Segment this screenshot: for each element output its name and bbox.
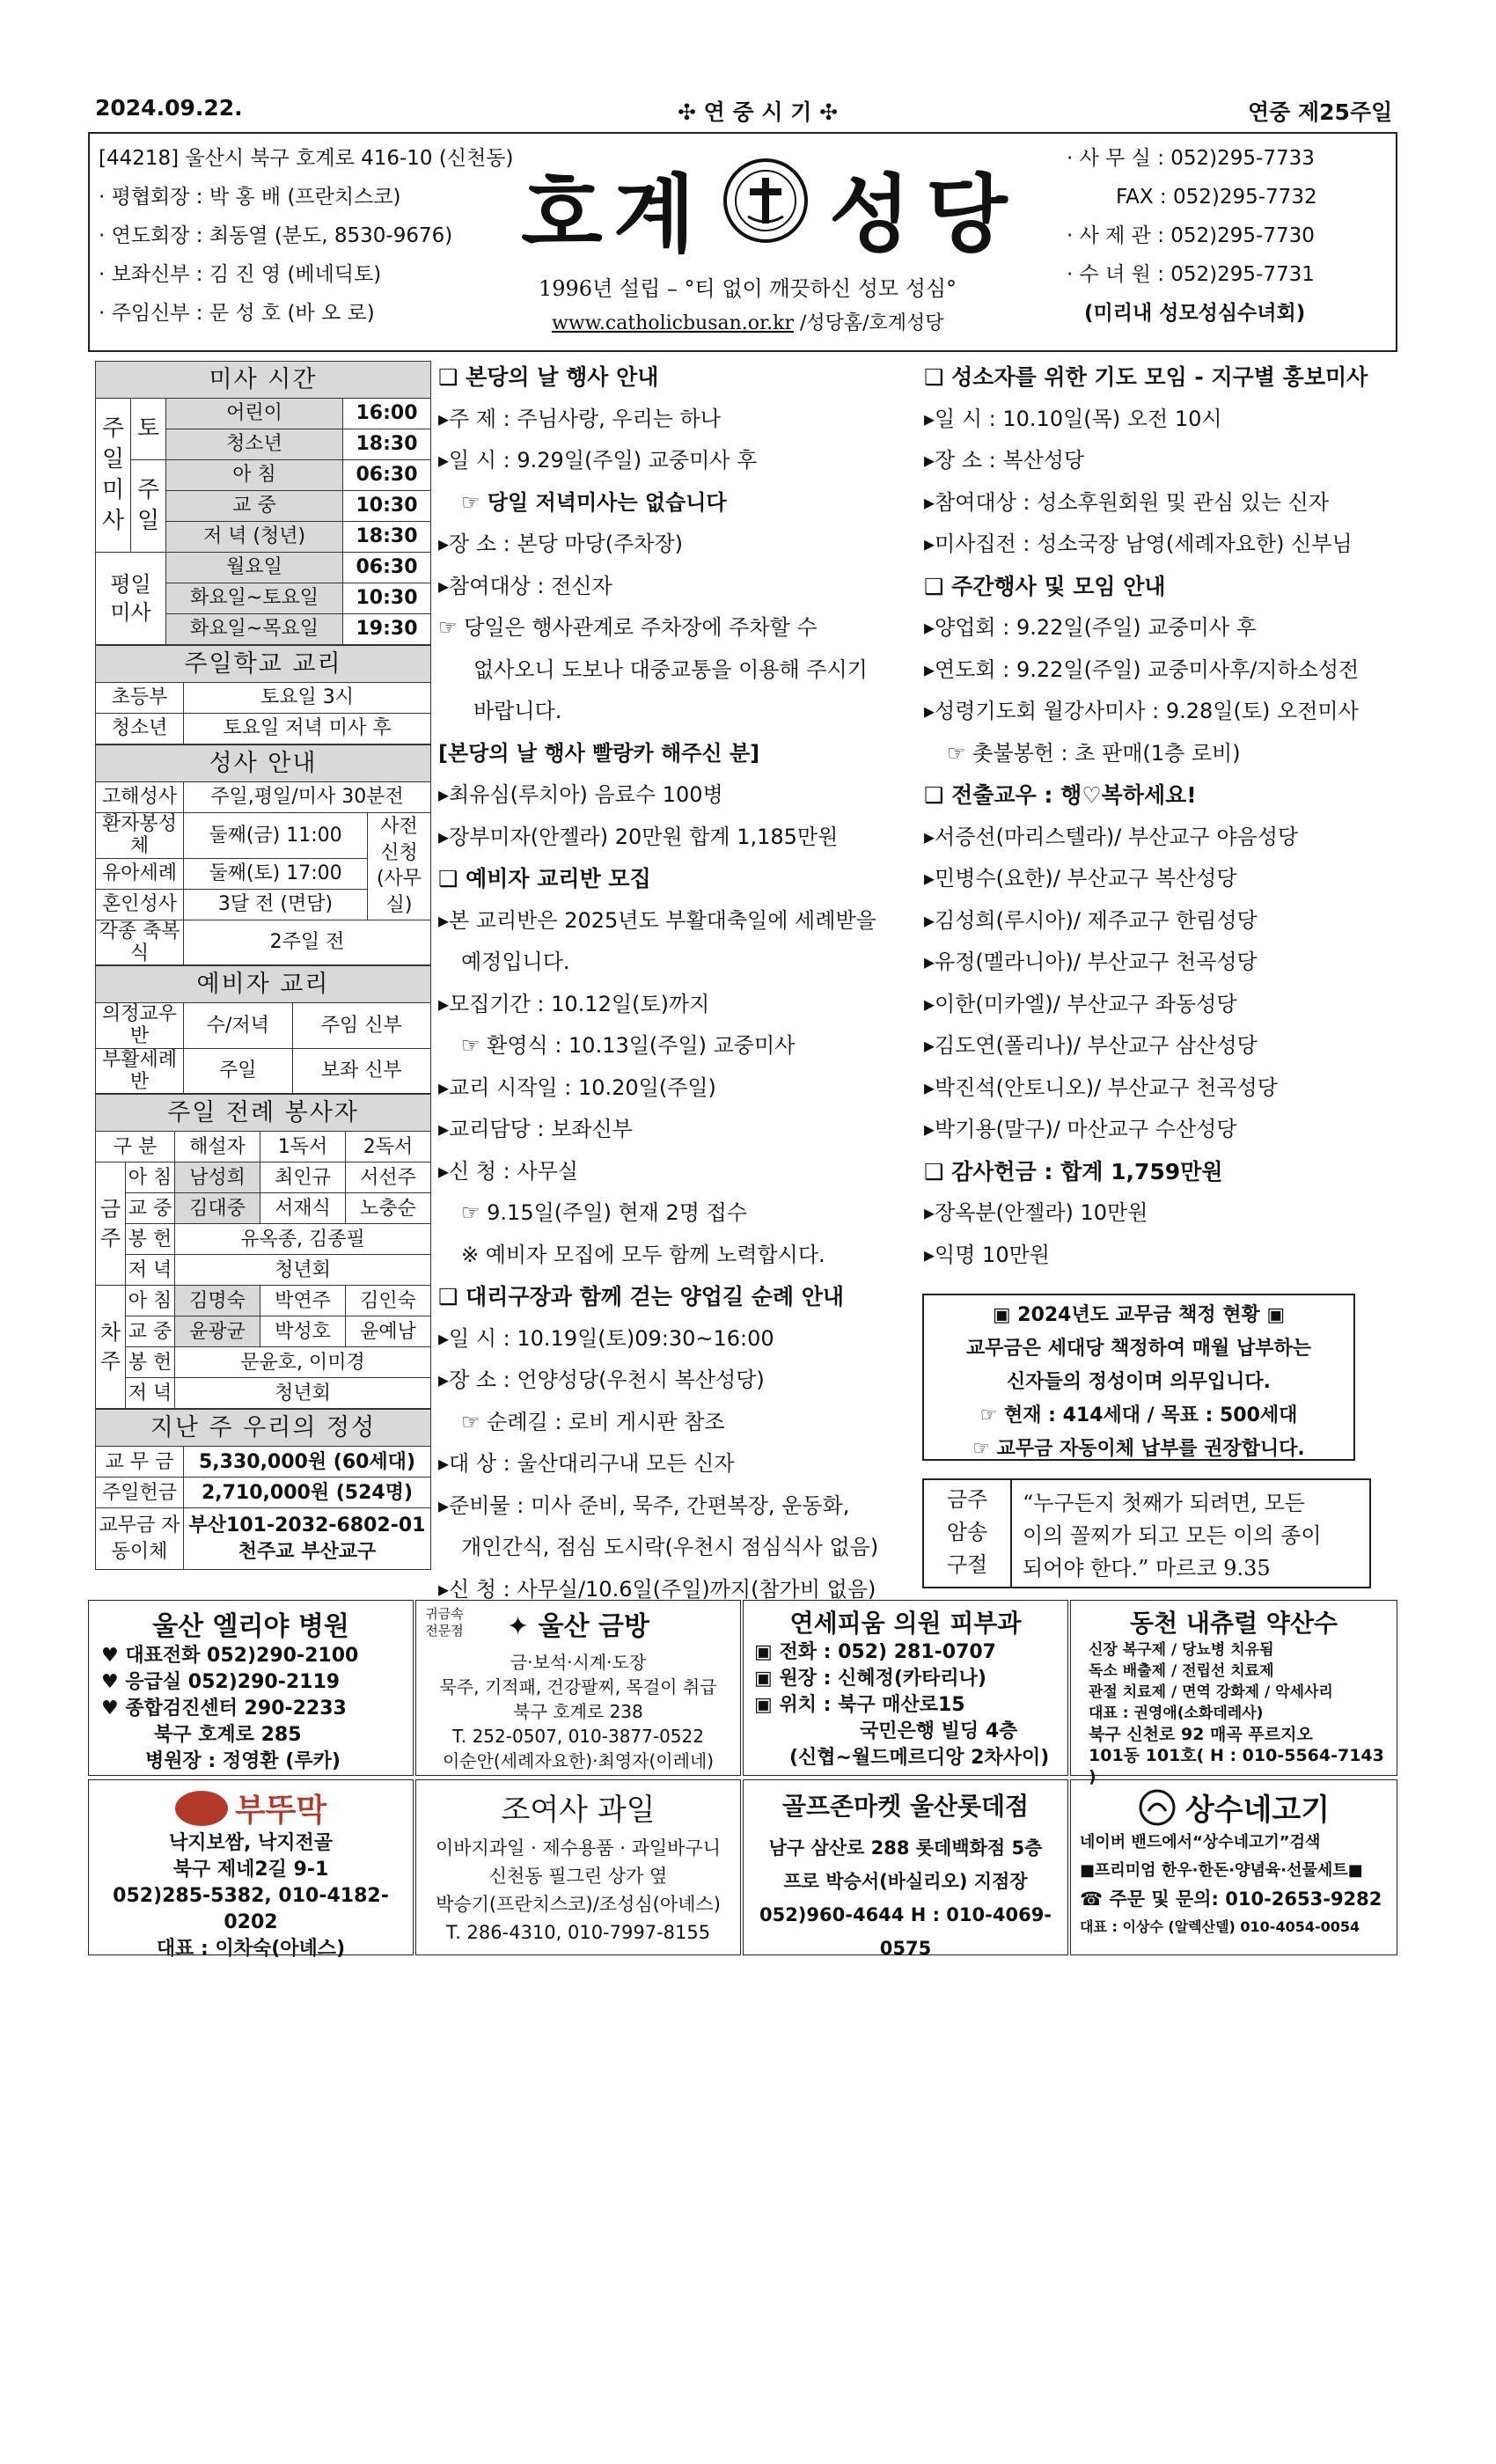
mass-slot: 봉 헌 (126, 1347, 175, 1378)
verse-line: 되어야 한다.” 마르코 9.35 (1023, 1556, 1271, 1580)
ad-line: 박승기(프란치스코)/조성심(아녜스) (436, 1894, 721, 1915)
notice-line: ▸양업회 : 9.22일(주일) 교중미사 후 (924, 615, 1257, 640)
ad-line: 101동 101호( H : 010-5564-7143 ) (1089, 1746, 1384, 1786)
mass-name: 화요일~목요일 (166, 614, 343, 645)
ad-line: 낙지보쌈, 낙지전골 (168, 1832, 334, 1854)
mass-time: 18:30 (343, 522, 431, 553)
ad-line: T. 252-0507, 010-3877-0522 (452, 1726, 704, 1747)
class-time: 수/저녁 (184, 1003, 293, 1049)
middle-column (438, 356, 905, 1610)
sacrament-title: 성사 안내 (96, 745, 431, 782)
ad-line: ▣ 원장 : 신혜정(카타리나) (754, 1668, 986, 1690)
notice-line: ▸서증선(마리스텔라)/ 부산교구 야음성당 (924, 824, 1299, 849)
ad-line: 금·보석·시계·도장 (510, 1652, 647, 1673)
established-line: 1996년 설립 – °티 없이 깨끗하신 성모 성심° (539, 276, 957, 301)
offertory-servers: 유옥종, 김종필 (175, 1224, 431, 1255)
convent-phone: · 수 녀 원 : 052)295-7731 (1067, 263, 1315, 286)
server-name: 윤광균 (175, 1316, 260, 1347)
mass-slot: 교 중 (126, 1193, 175, 1224)
notice-line: [본당의 날 행사 빨랑카 해주신 분] (438, 740, 760, 766)
saturday-label: 토 (131, 399, 166, 460)
rectory-phone: · 사 제 관 : 052)295-7730 (1067, 224, 1315, 247)
servers-head: 2독서 (346, 1132, 431, 1162)
parish-emblem-icon (722, 157, 810, 245)
octopus-logo-icon (175, 1791, 228, 1826)
website-path: /성당홈/호계성당 (799, 312, 944, 334)
ad-line: 네이버 밴드에서“상수네고기”검색 (1080, 1833, 1321, 1852)
verse-line: 이의 꼴찌가 되고 모든 이의 종이 (1023, 1523, 1322, 1548)
right-column (924, 356, 1395, 1276)
auto-transfer-account: 부산101-2032-6802-01 천주교 부산교구 (184, 1508, 431, 1570)
notice-line: ☞ 당일 저녁미사는 없습니다 (461, 489, 727, 515)
ad-line: 남구 삼산로 288 롯데백화점 5층 (768, 1837, 1043, 1859)
pastor: · 주임신부 : 문 성 호 (바 오 로) (99, 302, 375, 325)
notice-line: ▸준비물 : 미사 준비, 묵주, 간편복장, 운동화, (438, 1492, 850, 1518)
address: [44218] 울산시 북구 호계로 416-10 (신천동) (99, 147, 514, 170)
ad-line: 이바지과일 · 제수용품 · 과일바구니 (435, 1837, 722, 1859)
mass-name: 청소년 (166, 429, 343, 460)
section-heading: ❑ 예비자 교리반 모집 (438, 866, 651, 891)
memory-verse-label (924, 1480, 1012, 1587)
sacrament-time: 주일,평일/미사 30분전 (184, 782, 431, 813)
verse-line: “누구든지 첫째가 되려면, 모든 (1023, 1491, 1305, 1515)
ad-title: 상수네고기 (1184, 1793, 1331, 1828)
notice-line: ▸일 시 : 9.29일(주일) 교중미사 후 (438, 448, 758, 473)
mass-slot: 교 중 (126, 1316, 175, 1347)
ad-body (1071, 1639, 1397, 1787)
offering-table (95, 1409, 431, 1570)
left-column (95, 361, 431, 1593)
notice-line: ▸익명 10만원 (924, 1242, 1050, 1267)
notice-line: ▸신 청 : 사무실 (438, 1158, 578, 1184)
ad-body (744, 1639, 1067, 1771)
ad-line: 신천동 필그린 상가 옆 (488, 1866, 668, 1887)
ad-line: 프로 박승서(바실리오) 지점장 (783, 1871, 1028, 1892)
notice-line: ☞ 환영식 : 10.13일(주일) 교중미사 (461, 1033, 796, 1058)
fax: FAX : 052)295-7732 (1116, 186, 1317, 209)
mass-name: 저 녁 (청년) (166, 522, 343, 553)
mass-slot: 저 녁 (126, 1378, 175, 1409)
notice-line: ▸장 소 : 복산성당 (924, 448, 1085, 473)
class-time: 주일 (184, 1048, 293, 1094)
memory-verse-box (922, 1478, 1371, 1588)
ad-line: 병원장 : 정영환 (루카) (145, 1750, 341, 1772)
notice-line: ▸장부미자(안젤라) 20만원 합계 1,185만원 (438, 824, 839, 849)
mass-schedule-table (95, 361, 431, 645)
label-line: 금주 (946, 1487, 988, 1512)
sacrament-name: 고해성사 (96, 782, 184, 813)
sacrament-table (95, 744, 431, 965)
ad-buttumak (88, 1779, 414, 1960)
server-name: 최인규 (260, 1162, 346, 1193)
notice-line: ▸장 소 : 언양성당(우천시 복산성당) (438, 1368, 765, 1392)
apply-in-advance: 사전 신청 (사무실) (368, 813, 431, 920)
ad-body (1071, 1829, 1397, 1941)
class-name: 부활세례반 (96, 1048, 184, 1094)
ad-logo (1071, 1786, 1397, 1829)
catechumen-title: 예비자 교리 (96, 966, 431, 1003)
school-title: 주일학교 교리 (96, 646, 431, 683)
school-time: 토요일 저녁 미사 후 (184, 714, 431, 744)
sacrament-name: 환자봉성체 (96, 813, 184, 859)
sacrament-name: 혼인성사 (96, 889, 184, 920)
notice-line: ▸박진석(안토니오)/ 부산교구 천곡성당 (924, 1074, 1278, 1100)
notice-line: 개인간식, 점심 도시락(우천시 점심식사 없음) (461, 1535, 879, 1559)
notice-line: ☞ 촛불봉헌 : 초 판매(1층 로비) (947, 740, 1241, 766)
mass-time: 16:00 (343, 399, 431, 429)
ad-golfzon-market (743, 1779, 1068, 1959)
mass-time: 10:30 (343, 583, 431, 614)
server-name: 김인숙 (346, 1286, 431, 1316)
offering-title: 지난 주 우리의 정성 (96, 1410, 431, 1447)
notice-line: ▸주 제 : 주님사랑, 우리는 하나 (438, 406, 721, 431)
mass-time: 19:30 (343, 614, 431, 645)
ad-title: ✦ 울산 금방 (507, 1611, 649, 1642)
notice-line: ▸미사집전 : 성소국장 남영(세례자요한) 신부님 (924, 532, 1353, 556)
sunday-label: 주 일 (131, 460, 166, 553)
servers-title: 주일 전례 봉사자 (96, 1095, 431, 1132)
section-heading: ❑ 대리구장과 함께 걷는 양업길 순례 안내 (438, 1284, 845, 1309)
office-phone: · 사 무 실 : 052)295-7733 (1067, 147, 1315, 170)
notice-title: ▣ 2024년도 교무금 책정 현황 ▣ (992, 1304, 1286, 1326)
meat-logo-icon (1138, 1788, 1177, 1827)
council-president: · 평협회장 : 박 홍 배 (프란치스코) (99, 186, 401, 209)
ad-line: 052)285-5382, 010-4182-0202 (113, 1885, 389, 1933)
ad-body (416, 1650, 740, 1773)
ad-title: 동천 내츄럴 약산수 (1130, 1609, 1338, 1638)
notice-line: ☞ 당일은 행사관계로 주차장에 주차할 수 (438, 615, 818, 640)
sunday-school-table (95, 645, 431, 744)
ad-title: 부뚜막 (234, 1792, 327, 1829)
notice-line: ▸참여대상 : 성소후원회원 및 관심 있는 신자 (924, 489, 1330, 515)
ad-title: 울산 엘리야 병원 (152, 1611, 349, 1642)
sacrament-time: 3달 전 (면담) (184, 889, 368, 920)
server-name: 서선주 (346, 1162, 431, 1193)
servers-head: 1독서 (260, 1132, 346, 1162)
section-heading: ❑ 성소자를 위한 기도 모임 - 지구별 홍보미사 (924, 364, 1368, 390)
ad-line: 국민은행 빌딩 4층 (860, 1720, 1018, 1742)
title-char-4: 당 (926, 165, 1013, 264)
server-name: 박연주 (260, 1286, 346, 1316)
servers-head: 구 분 (96, 1132, 175, 1162)
sacrament-time: 둘째(금) 11:00 (184, 813, 368, 859)
notice-line: 예정입니다. (461, 950, 570, 974)
yeondo-president: · 연도회장 : 최동열 (분도, 8530-9676) (99, 224, 453, 247)
mass-name: 월요일 (166, 553, 343, 583)
notice-line: ▸최유심(루치아) 음료수 100병 (438, 782, 723, 807)
notice-line: ▸본 교리반은 2025년도 부활대축일에 세례받을 (438, 907, 876, 933)
notice-line: ☞ 현재 : 414세대 / 목표 : 500세대 (979, 1404, 1298, 1426)
offering-amount: 5,330,000원 (60세대) (184, 1447, 431, 1478)
ad-line: 북구 신천로 92 매곡 푸르지오 (1089, 1725, 1313, 1744)
liturgical-week: 연중 제25주일 (1248, 99, 1393, 125)
notice-line: 교무금은 세대당 책정하여 매월 납부하는 (966, 1338, 1311, 1360)
server-name: 서재식 (260, 1193, 346, 1224)
notice-line: ▸참여대상 : 전신자 (438, 573, 612, 598)
mass-name: 아 침 (166, 460, 343, 491)
ad-line: 052)960-4644 H : 010-4069-0575 (759, 1904, 1052, 1959)
bulletin-date: 2024.09.22. (95, 95, 243, 121)
evening-servers: 청년회 (175, 1255, 431, 1286)
notice-line: ▸일 시 : 10.19일(토)09:30~16:00 (438, 1325, 774, 1351)
ad-body (89, 1830, 413, 1962)
sacrament-name: 유아세례 (96, 858, 184, 889)
ad-line: 북구 호계로 238 (513, 1701, 643, 1722)
ad-title: 골프존마켓 울산롯데점 (781, 1792, 1030, 1821)
notice-line: ☞ 교무금 자동이체 납부를 권장합니다. (972, 1438, 1305, 1460)
liturgy-servers-table (95, 1094, 431, 1409)
mass-name: 어린이 (166, 399, 343, 429)
label-line: 구절 (946, 1552, 988, 1577)
notice-line: ▸장옥분(안젤라) 10만원 (924, 1200, 1148, 1225)
convent-name: (미리내 성모성심수녀회) (1084, 302, 1306, 325)
ad-line: ♥ 응급실 052)290-2119 (101, 1671, 341, 1693)
notice-line: ▸신 청 : 사무실/10.6일(주일)까지(참가비 없음) (438, 1576, 876, 1602)
notice-line: ▸대 상 : 울산대리구내 모든 신자 (438, 1451, 735, 1476)
servers-head: 해설자 (175, 1132, 260, 1162)
notice-line: ▸교리담당 : 보좌신부 (438, 1117, 633, 1141)
mass-slot: 아 침 (126, 1162, 175, 1193)
notice-line: ▸김성희(루시아)/ 제주교구 한림성당 (924, 907, 1258, 933)
ad-jo-fruit (415, 1779, 741, 1955)
class-teacher: 보좌 신부 (292, 1048, 430, 1094)
catechumen-table (95, 965, 431, 1094)
server-name: 남성희 (175, 1162, 260, 1193)
offering-kind: 주일헌금 (96, 1478, 184, 1508)
mass-slot: 아 침 (126, 1286, 175, 1316)
assistant-priest: · 보좌신부 : 김 진 영 (베네딕토) (99, 263, 382, 286)
notice-line: ▸연도회 : 9.22일(주일) 교중미사후/지하소성전 (924, 656, 1360, 682)
ad-line: 북구 제네2길 9-1 (172, 1859, 329, 1881)
ad-yonsei-pium-clinic (743, 1600, 1068, 1776)
this-week-label: 금 주 (96, 1162, 126, 1286)
label-line: 암송 (946, 1520, 988, 1544)
offertory-servers: 문윤호, 이미경 (175, 1347, 431, 1378)
notice-line: ※ 예비자 모집에 모두 함께 노력합시다. (461, 1242, 825, 1267)
notice-line: ▸모집기간 : 10.12일(토)까지 (438, 991, 710, 1016)
ad-line: 대표 : 이상수 (알렉산델) 010-4054-0054 (1080, 1918, 1360, 1935)
mass-time: 10:30 (343, 491, 431, 522)
section-heading: ❑ 본당의 날 행사 안내 (438, 364, 659, 390)
school-time: 토요일 3시 (184, 683, 431, 714)
notice-line: ▸민병수(요한)/ 부산교구 복산성당 (924, 866, 1237, 891)
notice-line: ☞ 순례길 : 로비 게시판 참조 (461, 1409, 725, 1434)
ad-line: ♥ 종합검진센터 290-2233 (101, 1698, 347, 1720)
title-char-1: 호 (521, 165, 608, 264)
class-name: 의정교우반 (96, 1003, 184, 1049)
ad-tag: 귀금속 전문점 (425, 1606, 464, 1639)
website (552, 308, 944, 335)
ad-line: ■프리미엄 한우·한돈·양념육·선물세트■ (1080, 1861, 1363, 1880)
title-char-2: 계 (613, 165, 700, 264)
liturgical-season: ✣ 연 중 시 기 ✣ (678, 99, 839, 125)
mass-time: 18:30 (343, 429, 431, 460)
sacrament-time: 2주일 전 (184, 920, 431, 965)
ad-dongcheon-water (1070, 1600, 1397, 1786)
ad-line: 대표 : 권영애(소화데레사) (1089, 1705, 1264, 1722)
server-name: 박성호 (260, 1316, 346, 1347)
ad-title: 연세피움 의원 피부과 (789, 1609, 1022, 1638)
mass-time: 06:30 (343, 553, 431, 583)
tithe-notice-box (922, 1294, 1355, 1461)
mass-time: 06:30 (343, 460, 431, 491)
ad-line: 북구 호계로 285 (154, 1724, 302, 1746)
notice-line: ▸이한(미카엘)/ 부산교구 좌동성당 (924, 991, 1237, 1016)
evening-servers: 청년회 (175, 1378, 431, 1409)
sacrament-name: 각종 축복식 (96, 920, 184, 965)
ad-line: ☎ 주문 및 문의: 010-2653-9282 (1080, 1888, 1382, 1910)
ad-elijah-hospital (88, 1600, 414, 1776)
next-week-label: 차 주 (96, 1286, 126, 1409)
notice-line: ▸유정(멜라니아)/ 부산교구 천곡성당 (924, 950, 1258, 974)
ad-ulsan-geumbang (415, 1600, 741, 1776)
offering-amount: 2,710,000원 (524명) (184, 1478, 431, 1508)
ad-body (744, 1831, 1067, 1965)
notice-line: ▸장 소 : 본당 마당(주차장) (438, 532, 684, 556)
server-name: 김대중 (175, 1193, 260, 1224)
sacrament-time: 둘째(토) 17:00 (184, 858, 368, 889)
offering-kind: 교 무 금 (96, 1447, 184, 1478)
notice-line: ▸일 시 : 10.10일(목) 오전 10시 (924, 406, 1222, 431)
section-heading: ❑ 전출교우 : 행♡복하세요! (924, 782, 1197, 808)
ad-logo (89, 1786, 413, 1830)
section-heading: ❑ 감사헌금 : 합계 1,759만원 (924, 1158, 1223, 1184)
school-group: 초등부 (96, 683, 184, 714)
ad-line: 이순안(세례자요한)·최영자(이레네) (442, 1750, 715, 1771)
ad-line: 신장 복구제 / 당뇨병 치유됨 (1089, 1641, 1274, 1659)
notice-line: 없사오니 도보나 대중교통을 이용해 주시기 (473, 656, 868, 682)
ad-title: 조여사 과일 (501, 1793, 656, 1828)
class-teacher: 주임 신부 (292, 1003, 430, 1049)
ad-line: 대표 : 이차숙(아녜스) (156, 1938, 346, 1960)
ad-line: ♥ 대표전화 052)290-2100 (101, 1645, 359, 1667)
contact-info (1067, 139, 1317, 333)
ad-body (416, 1834, 740, 1947)
mass-name: 교 중 (166, 491, 343, 522)
notice-line: ▸김도연(폴리나)/ 부산교구 삼산성당 (924, 1033, 1258, 1058)
sunday-mass-label: 주 일 미 사 (96, 399, 131, 553)
ad-line: ▣ 전화 : 052) 281-0707 (754, 1641, 996, 1663)
ad-line: 묵주, 기적패, 건강팔찌, 목걸이 취급 (439, 1676, 717, 1698)
title-char-3: 성 (829, 165, 916, 264)
server-name: 윤예남 (346, 1316, 431, 1347)
mass-title: 미사 시간 (96, 362, 431, 399)
notice-line: ☞ 9.15일(주일) 현재 2명 접수 (461, 1200, 747, 1225)
ad-line: 독소 배출제 / 전립선 치료제 (1089, 1662, 1274, 1680)
mass-slot: 저 녁 (126, 1255, 175, 1286)
auto-transfer-label: 교무금 자동이체 (96, 1508, 184, 1570)
memory-verse-text (1023, 1487, 1370, 1585)
parish-info (99, 139, 513, 333)
weekday-mass-label: 평일 미사 (96, 553, 166, 645)
notice-line: 신자들의 정성이며 의무입니다. (1007, 1371, 1271, 1393)
notice-line: ▸박기용(말구)/ 마산교구 수산성당 (924, 1117, 1237, 1141)
ad-line: 관절 치료제 / 면역 강화제 / 악세사리 (1089, 1683, 1333, 1701)
ad-sangsu-meat (1070, 1779, 1397, 1955)
website-link[interactable]: www.catholicbusan.or.kr (552, 312, 794, 334)
ad-line: T. 286-4310, 010-7997-8155 (445, 1922, 711, 1943)
ad-body (89, 1643, 413, 1775)
notice-line: ▸교리 시작일 : 10.20일(주일) (438, 1074, 716, 1100)
masthead (88, 132, 1397, 352)
parish-title (521, 151, 1067, 264)
notice-line: 바랍니다. (473, 699, 562, 723)
mass-name: 화요일~토요일 (166, 583, 343, 614)
mass-slot: 봉 헌 (126, 1224, 175, 1255)
server-name: 노충순 (346, 1193, 431, 1224)
school-group: 청소년 (96, 714, 184, 744)
ad-line: ▣ 위치 : 북구 매산로15 (754, 1694, 965, 1716)
section-heading: ❑ 주간행사 및 모임 안내 (924, 573, 1166, 599)
server-name: 김명숙 (175, 1286, 260, 1316)
notice-line: ▸성령기도회 월강사미사 : 9.28일(토) 오전미사 (924, 699, 1359, 723)
ad-line: (신협~월드메르디앙 2차사이) (789, 1747, 1050, 1769)
